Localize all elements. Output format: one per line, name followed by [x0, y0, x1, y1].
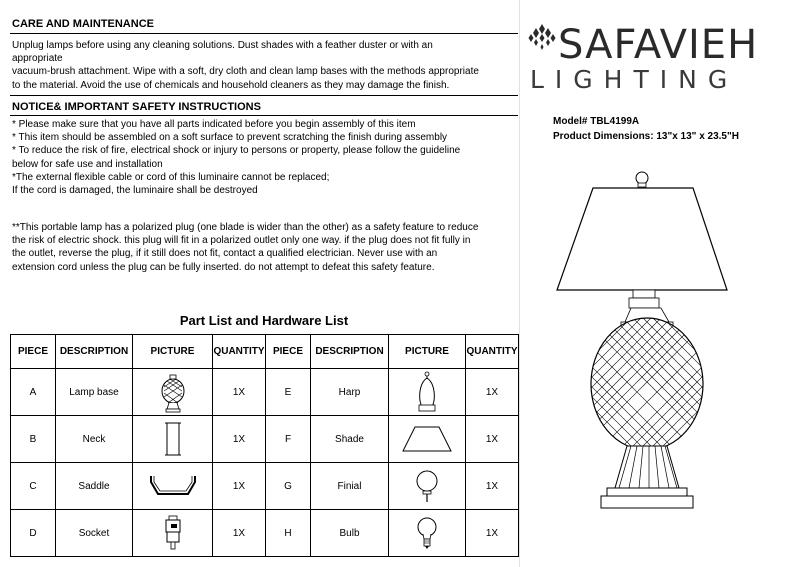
lamp-illustration [545, 170, 750, 525]
header-piece: PIECE [266, 335, 311, 369]
quantity-cell: 1X [466, 510, 519, 557]
piece-cell: E [266, 369, 311, 416]
header-quantity: QUANTITY [213, 335, 266, 369]
description-cell: Socket [56, 510, 133, 557]
bulb-icon [416, 515, 438, 551]
lamp-base-icon [158, 371, 188, 413]
saddle-icon [148, 472, 198, 500]
picture-cell [389, 416, 466, 463]
care-line: vacuum-brush attachment. Wipe with a soft, dry cloth and clean lamp bases with the methods appropriate [12, 66, 479, 78]
notice-line: * Please make sure that you have all parts indicated before you begin assembly of this item [12, 119, 416, 130]
picture-cell [133, 510, 213, 557]
picture-cell [133, 463, 213, 510]
polarized-line: the outlet, reverse the plug, if it still does not fit, contact a qualified electrician. Never use with an [12, 248, 438, 260]
care-rule [10, 33, 518, 34]
quantity-cell: 1X [213, 369, 266, 416]
model-number: Model# TBL4199A [553, 116, 640, 127]
notice-title: NOTICE& IMPORTANT SAFETY INSTRUCTIONS [12, 101, 261, 113]
socket-icon [163, 515, 183, 551]
notice-top-rule [10, 95, 518, 96]
harp-icon [415, 371, 439, 413]
finial-icon [414, 468, 440, 504]
description-cell: Bulb [311, 510, 389, 557]
header-description: DESCRIPTION [311, 335, 389, 369]
table-row [11, 510, 519, 557]
header-picture: PICTURE [389, 335, 466, 369]
polarized-line: the risk of electric shock. this plug will fit in a polarized outlet only one way. if the plug does not fit fully in [12, 235, 471, 247]
parts-table [10, 334, 519, 557]
brand-name: SAFAVIEH [558, 22, 759, 68]
piece-cell: C [11, 463, 56, 510]
neck-icon [163, 421, 183, 457]
polarized-text [12, 221, 478, 274]
header-quantity: QUANTITY [466, 335, 519, 369]
care-line: to the material. Avoid the use of chemicals and household cleaners as they may damage the finish. [12, 79, 450, 91]
header-description: DESCRIPTION [56, 335, 133, 369]
notice-line: * This item should be assembled on a soft surface to prevent scratching the finish during assembly [12, 132, 448, 144]
notice-line: below for safe use and installation [12, 158, 163, 170]
quantity-cell: 1X [213, 463, 266, 510]
picture-cell [389, 463, 466, 510]
table-row [11, 416, 519, 463]
chandelier-logo-icon [528, 24, 556, 52]
quantity-cell: 1X [213, 416, 266, 463]
piece-cell: G [266, 463, 311, 510]
quantity-cell: 1X [466, 416, 519, 463]
piece-cell: H [266, 510, 311, 557]
picture-cell [133, 416, 213, 463]
care-title: CARE AND MAINTENANCE [12, 18, 154, 30]
description-cell: Saddle [56, 463, 133, 510]
description-cell: Harp [311, 369, 389, 416]
care-line: Unplug lamps before using any cleaning solutions. Dust shades with a feather duster or with an [12, 40, 433, 51]
piece-cell: B [11, 416, 56, 463]
description-cell: Finial [311, 463, 389, 510]
quantity-cell: 1X [466, 369, 519, 416]
picture-cell [389, 369, 466, 416]
table-row [11, 463, 519, 510]
piece-cell: A [11, 369, 56, 416]
description-cell: Lamp base [56, 369, 133, 416]
picture-cell [133, 369, 213, 416]
brand-subtitle: LIGHTING [530, 65, 739, 94]
header-piece: PIECE [11, 335, 56, 369]
table-row [11, 369, 519, 416]
piece-cell: D [11, 510, 56, 557]
polarized-line: **This portable lamp has a polarized plug (one blade is wider than the other) as a safety feature to reduce [12, 222, 479, 233]
care-text [12, 39, 479, 92]
shade-icon [401, 424, 453, 454]
notice-rule [10, 115, 518, 116]
quantity-cell: 1X [466, 463, 519, 510]
notice-line: * To reduce the risk of fire, electrical shock or injury to persons or property, please follow the guideline [12, 145, 461, 157]
polarized-line: extension cord unless the plug can be fully inserted. do not attempt to defeat this safety feature. [12, 261, 435, 273]
table-header-row [11, 335, 519, 369]
care-line: appropriate [12, 53, 63, 65]
header-picture: PICTURE [133, 335, 213, 369]
product-dimensions: Product Dimensions: 13"x 13" x 23.5"H [553, 131, 739, 142]
description-cell: Neck [56, 416, 133, 463]
notice-line: If the cord is damaged, the luminaire shall be destroyed [12, 185, 258, 197]
quantity-cell: 1X [213, 510, 266, 557]
description-cell: Shade [311, 416, 389, 463]
piece-cell: F [266, 416, 311, 463]
column-divider [519, 0, 520, 567]
picture-cell [389, 510, 466, 557]
notice-text [12, 118, 460, 197]
parts-table-title: Part List and Hardware List [179, 313, 349, 328]
notice-line: *The external flexible cable or cord of this luminaire cannot be replaced; [12, 171, 330, 183]
